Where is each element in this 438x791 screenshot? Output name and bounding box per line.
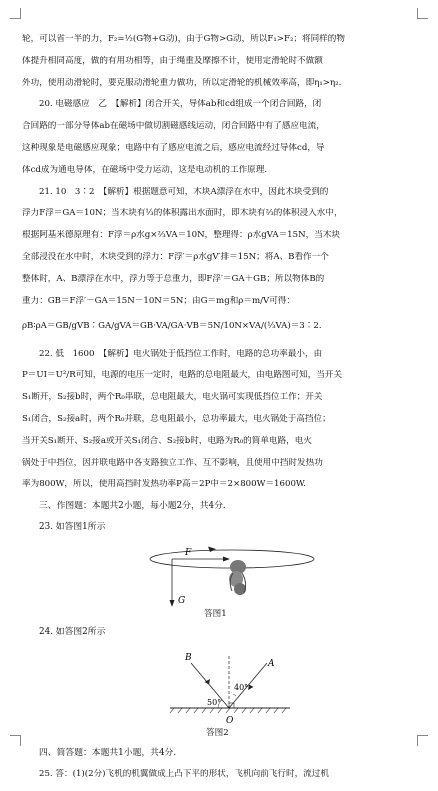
mirror-hatching — [170, 708, 286, 713]
figure-2 — [22, 648, 418, 740]
angle-label-40: 40° — [234, 683, 249, 693]
text-line: 锅处于中挡位，因并联电路中各支路独立工作、互不影响，且使用中挡时发热功 — [22, 457, 323, 468]
incident-ray-arrowhead — [248, 685, 254, 691]
motion-arrowhead — [208, 547, 216, 553]
corner-mark-bottom-left — [10, 735, 21, 746]
figure-1-drawing — [22, 543, 418, 607]
answer-24: 24. 如答图2所示 — [39, 627, 106, 638]
label-g: G — [178, 596, 186, 607]
answer-20: 20. 电磁感应 乙 【解析】闭合开关，导体ab和cd组成一个闭合回路，闭 — [39, 99, 322, 110]
formula-line: P＝UI＝U²/R可知，电源的电压一定时，电路的总电阻最大，由电路图可知，当开关 — [22, 370, 343, 381]
answer-25: 25. 答：(1)(2分)飞机的机翼做成上凸下平的形状，飞机向前飞行时，流过机 — [39, 769, 329, 780]
label-a: A — [268, 659, 275, 670]
section-heading-3: 三、作图题：本题共2小题，每小题2分，共4分. — [39, 501, 226, 512]
answer-22: 22. 低 1600 【解析】电火锅处于低挡位工作时，电路的总功率最小，由 — [39, 348, 323, 359]
figure-1-caption: 答图1 — [204, 609, 227, 620]
answer-21: 21. 10 3∶2 【解析】根据题意可知，木块A漂浮在水中，因此木块受到的 — [39, 186, 329, 197]
hanging-object-image — [229, 560, 246, 595]
figure-2-caption: 答图2 — [206, 728, 229, 739]
text-line: 重力：GB＝F浮′－GA＝15N－10N＝5N；由G＝mg和ρ＝m/V可得： — [22, 295, 295, 306]
text-line: 整体时，A、B漂浮在水中，浮力等于总重力，即F浮′＝GA＋GB；所以物体B的 — [22, 273, 325, 284]
formula-line: ρB∶ρA＝GB/gVB∶GA/gVA＝GB·VA/GA·VB＝5N/10N×VA/(⅓VA)＝3∶2. — [22, 320, 322, 331]
corner-mark-top-right — [417, 8, 428, 19]
label-o: O — [226, 716, 234, 727]
gravity-g-arrowhead — [170, 600, 175, 607]
text-line: 当开关S₁断开、S₂接a或开关S₁闭合、S₂接b时，电路为R₀的简单电路，电火 — [22, 435, 312, 446]
angle-label-50: 50° — [207, 698, 222, 708]
figure-2-drawing — [22, 648, 418, 726]
corner-mark-top-left — [10, 8, 21, 19]
text-line: 合回路的一部分导体ab在磁场中做切割磁感线运动，闭合回路中有了感应电流， — [22, 121, 325, 132]
section-heading-4: 四、简答题：本题共1小题，共4分. — [39, 748, 177, 759]
text-line: 这种现象是电磁感应现象；电路中有了感应电流之后，感应电流经过导体cd，导 — [22, 142, 325, 153]
text-line: 率为800W，所以，使用高挡时发热功率P高＝2P中＝2×800W＝1600W. — [22, 479, 306, 490]
corner-mark-bottom-right — [417, 735, 428, 746]
text-line: 体提升相同高度，做的有用功相等，由于绳重及摩擦不计，使用定滑轮时不做额 — [22, 55, 323, 66]
document-page — [22, 34, 418, 791]
text-line: 浮力F浮＝GA＝10N；当木块有⅓的体积露出水面时，即木块有⅔的体积浸入水中， — [22, 208, 343, 219]
text-line: S₁断开，S₂接b时，两个R₀串联，总电阻最大，电火锅可实现低挡位工作；开关 — [22, 392, 323, 403]
label-f: F — [185, 548, 192, 559]
text-line: 全部浸没在水中时，木块受到的浮力：F浮′＝ρ水gV′排＝15N；将A、B看作一个 — [22, 251, 329, 262]
text-line: 体cd成为通电导体，在磁场中受力运动，这是电动机的工作原理. — [22, 164, 268, 175]
label-b: B — [185, 653, 192, 664]
force-f-arrowhead — [223, 557, 230, 562]
text-line: 轮，可以省一半的力，F₂=½(G物+G动)，由于G物>G动，所以F₁>F₂；将同样的物 — [22, 34, 345, 44]
figure-1 — [22, 543, 418, 621]
text-line: 外功，使用动滑轮时，要克服动滑轮重力做功，所以定滑轮的机械效率高，即η₁>η₂. — [22, 77, 342, 88]
answer-23: 23. 如答图1所示 — [39, 522, 106, 533]
text-line: 根据阿基米德原理有：F浮＝ρ水g×⅔VA＝10N，整理得：ρ水gVA＝15N，当木块 — [22, 230, 341, 241]
angle-arc-40 — [233, 694, 236, 696]
text-line: S₁闭合，S₂接a时，两个R₀并联，总电阻最小，总功率最大，电火锅处于高挡位； — [22, 413, 331, 424]
